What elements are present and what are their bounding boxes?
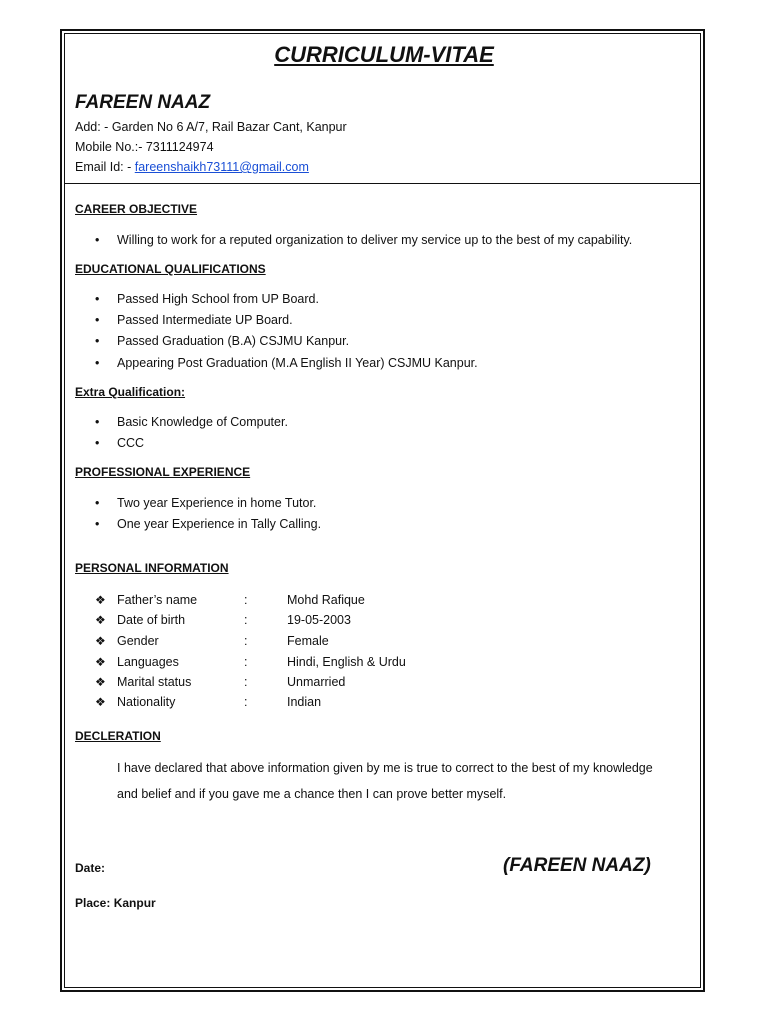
info-key: Date of birth xyxy=(117,613,186,627)
info-colon: : xyxy=(244,634,248,648)
applicant-name: FAREEN NAAZ xyxy=(75,92,211,113)
email-label: Email Id: - xyxy=(75,160,135,174)
info-colon: : xyxy=(244,613,248,627)
declaration-text-line-1: I have declared that above information given by me is true to correct to the best of my knowledge xyxy=(117,761,653,775)
list-item: • Appearing Post Graduation (M.A English II Year) CSJMU Kanpur. xyxy=(95,356,478,370)
education-heading: EDUCATIONAL QUALIFICATIONS xyxy=(75,262,266,276)
diamond-bullet-icon: ❖ xyxy=(95,593,106,607)
info-value: 19-05-2003 xyxy=(287,613,351,627)
info-value: Unmarried xyxy=(287,675,346,689)
info-colon: : xyxy=(244,655,248,669)
experience-heading: PROFESSIONAL EXPERIENCE xyxy=(75,465,251,479)
list-item: • Passed Graduation (B.A) CSJMU Kanpur. xyxy=(95,334,350,348)
info-colon: : xyxy=(244,675,248,689)
info-key: Marital status xyxy=(117,675,192,689)
declaration-heading: DECLERATION xyxy=(75,729,161,743)
info-value: Hindi, English & Urdu xyxy=(287,655,406,669)
list-item: • Willing to work for a reputed organization to deliver my service up to the best of my capability. xyxy=(95,233,633,247)
address-line: Add: - Garden No 6 A/7, Rail Bazar Cant, Kanpur xyxy=(75,120,347,134)
diamond-bullet-icon: ❖ xyxy=(95,695,106,709)
info-key: Gender xyxy=(117,634,159,648)
info-colon: : xyxy=(244,593,248,607)
list-item: • Basic Knowledge of Computer. xyxy=(95,415,288,429)
list-item: • CCC xyxy=(95,436,145,450)
declaration-text-line-2: and belief and if you gave me a chance then I can prove better myself. xyxy=(117,787,507,801)
document-title: CURRICULUM-VITAE xyxy=(274,42,494,67)
list-item: • Two year Experience in home Tutor. xyxy=(95,496,317,510)
email-link[interactable]: fareenshaikh73111@gmail.com xyxy=(134,160,309,174)
diamond-bullet-icon: ❖ xyxy=(95,634,106,648)
list-item: • One year Experience in Tally Calling. xyxy=(95,517,322,531)
info-key: Languages xyxy=(117,655,179,669)
personal-info-heading: PERSONAL INFORMATION xyxy=(75,561,229,575)
list-item: • Passed High School from UP Board. xyxy=(95,292,319,306)
page-border-inner xyxy=(64,33,701,988)
info-value: Indian xyxy=(287,695,322,709)
extra-qualification-heading: Extra Qualification: xyxy=(75,385,186,399)
info-colon: : xyxy=(244,695,248,709)
info-value: Mohd Rafique xyxy=(287,593,365,607)
career-objective-heading: CAREER OBJECTIVE xyxy=(75,202,198,216)
list-item: • Passed Intermediate UP Board. xyxy=(95,313,293,327)
mobile-line: Mobile No.:- 7311124974 xyxy=(75,140,214,154)
signature-name: (FAREEN NAAZ) xyxy=(503,855,651,876)
email-line xyxy=(75,160,309,174)
info-key: Nationality xyxy=(117,695,176,709)
date-label: Date: xyxy=(75,861,106,875)
header-divider xyxy=(64,183,701,184)
diamond-bullet-icon: ❖ xyxy=(95,675,106,689)
info-value: Female xyxy=(287,634,329,648)
diamond-bullet-icon: ❖ xyxy=(95,613,106,627)
diamond-bullet-icon: ❖ xyxy=(95,655,106,669)
place-label: Place: Kanpur xyxy=(75,896,156,910)
info-key: Father’s name xyxy=(117,593,198,607)
